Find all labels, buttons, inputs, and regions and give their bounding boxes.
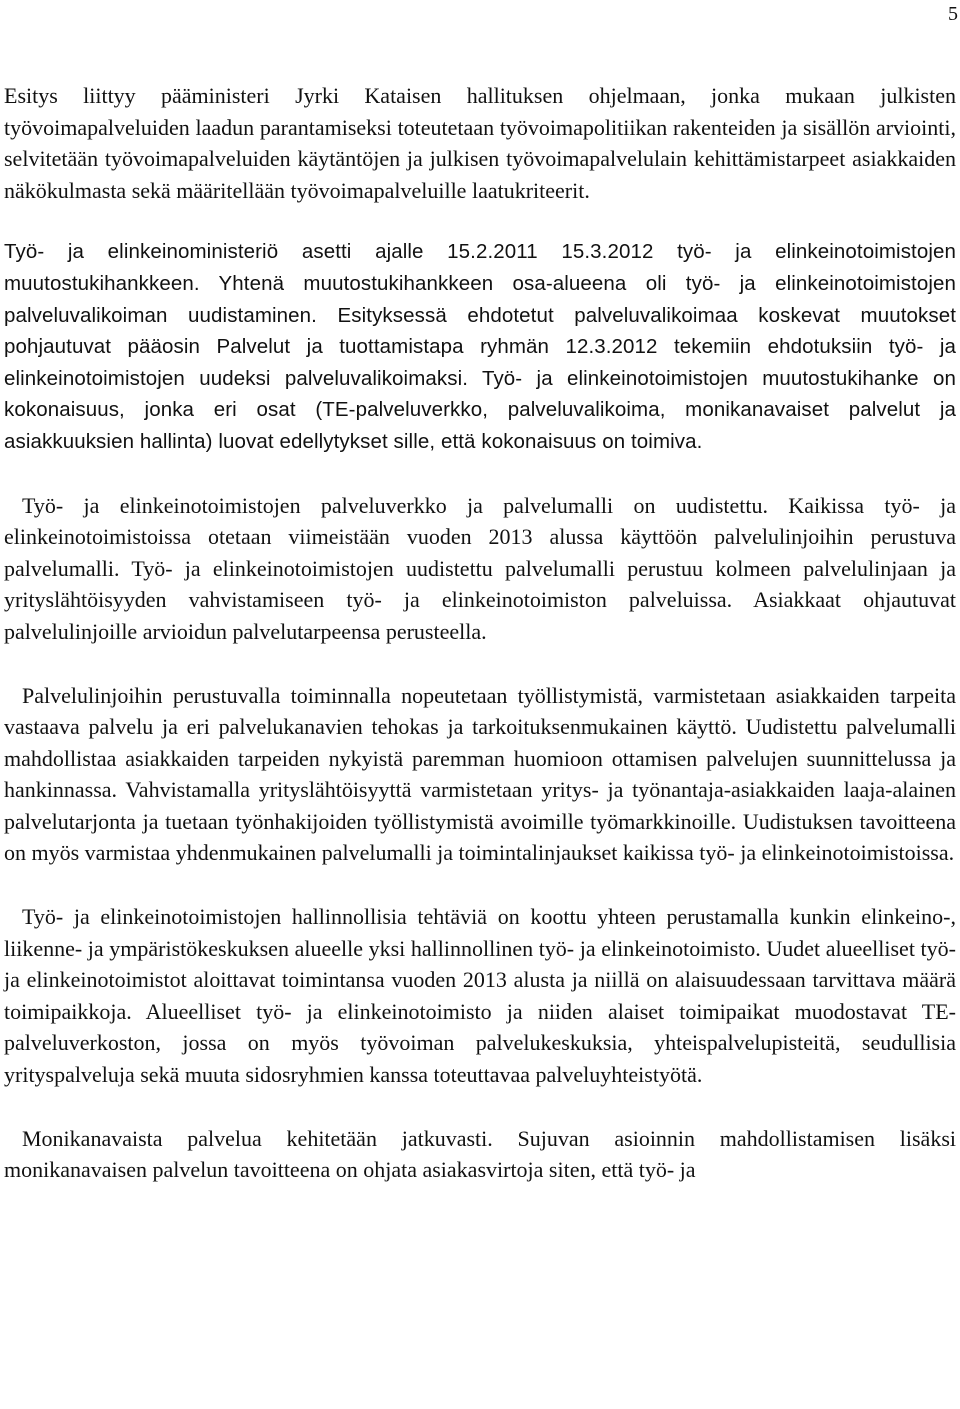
paragraph-service-network: Työ- ja elinkeinotoimistojen palveluverkko ja palvelumalli on uudistettu. Kaikissa työ- ja elinkeinotoimistoissa otetaan viimeistään vuoden 2013 alussa käyttöön palvelulinjoihin perustuva palvelumalli. Työ- ja elinkeinotoimistojen uudistettu palvelumalli perustuu kolmeen palvelulinjaan ja yrityslähtöisyyden vahvistamiseen työ- ja elinkeinotoimiston palveluissa. Asiakkaat ohjautuvat palvelulinjoille arvioidun palvelutarpeensa perusteella. <box>4 492 956 644</box>
paragraph-multichannel-service: Monikanavaista palvelua kehitetään jatkuvasti. Sujuvan asioinnin mahdollistamisen lisäksi monikanavaisen palvelun tavoitteena on ohjata asiakasvirtoja siten, että työ- ja <box>4 1125 956 1183</box>
paragraph-service-lines: Palvelulinjoihin perustuvalla toiminnalla nopeutetaan työllistymistä, varmistetaan asiakkaiden tarpeita vastaava palvelu ja eri palvelukanavien tehokas ja tarkoituksenmukainen käyttö. Uudistettu palvelumalli mahdollistaa asiakkaiden tarpeiden nykyistä paremman huomioon ottamisen palvelujen suunnittelussa ja hankinnassa. Vahvistamalla yrityslähtöisyyttä varmistetaan yritys- ja työnantaja-asiakkaiden laaja-alainen palvelutarjonta ja tuetaan työnhakijoiden työllistymistä avoimille työmarkkinoille. Uudistuksen tavoitteena on myös varmistaa yhdenmukainen palvelumalli ja toimintalinjaukset kaikissa työ- ja elinkeinotoimistoissa. <box>4 682 956 866</box>
paragraph-government-programme: Esitys liittyy pääministeri Jyrki Kataisen hallituksen ohjelmaan, jonka mukaan julkisten työvoimapalveluiden laadun parantamiseksi toteutetaan työvoimapolitiikan rakenteiden ja sisällön arviointi, selvitetään työvoimapalveluiden käytäntöjen ja julkisen työvoimapalvelulain kehittämistarpeet asiakkaiden näkökulmasta sekä määritellään työvoimapalveluille laatukriteerit. <box>4 83 956 203</box>
document-body <box>4 80 956 1186</box>
page-number: 5 <box>948 3 958 25</box>
paragraph-change-support-project: Työ- ja elinkeinoministeriö asetti ajalle 15.2.2011 15.3.2012 työ- ja elinkeinotoimistojen muutostukihankkeen. Yhtenä muutostukihankkeen osa-alueena oli työ- ja elinkeinotoimistojen palveluvalikoiman uudistaminen. Esityksessä ehdotetut palveluvalikoimaa koskevat muutokset pohjautuvat pääosin Palvelut ja tuottamistapa ryhmän 12.3.2012 tekemiin ehdotuksiin työ- ja elinkeinotoimistojen uudeksi palveluvalikoimaksi. Työ- ja elinkeinotoimistojen muutostukihanke on kokonaisuus, jonka eri osat (TE-palveluverkko, palveluvalikoima, monikanavaiset palvelut ja asiakkuuksien hallinta) luovat edellytykset sille, että kokonaisuus on toimiva. <box>4 240 956 453</box>
paragraph-administrative-tasks: Työ- ja elinkeinotoimistojen hallinnollisia tehtäviä on koottu yhteen perustamalla kunkin elinkeino-, liikenne- ja ympäristökeskuksen alueelle yksi hallinnollinen työ- ja elinkeinotoimisto. Uudet alueelliset työ- ja elinkeinotoimistot aloittavat toimintansa vuoden 2013 alusta ja niillä on alaisuudessaan tarvittava määrä toimipaikkoja. Alueelliset työ- ja elinkeinotoimisto ja niiden alaiset toimipaikat muodostavat TE-palveluverkoston, jossa on myös työvoiman palvelukeskuksia, yhteispalvelupisteitä, seudullisia yrityspalveluja sekä muuta sidosryhmien kanssa toteuttavaa palveluyhteistyötä. <box>4 904 956 1088</box>
